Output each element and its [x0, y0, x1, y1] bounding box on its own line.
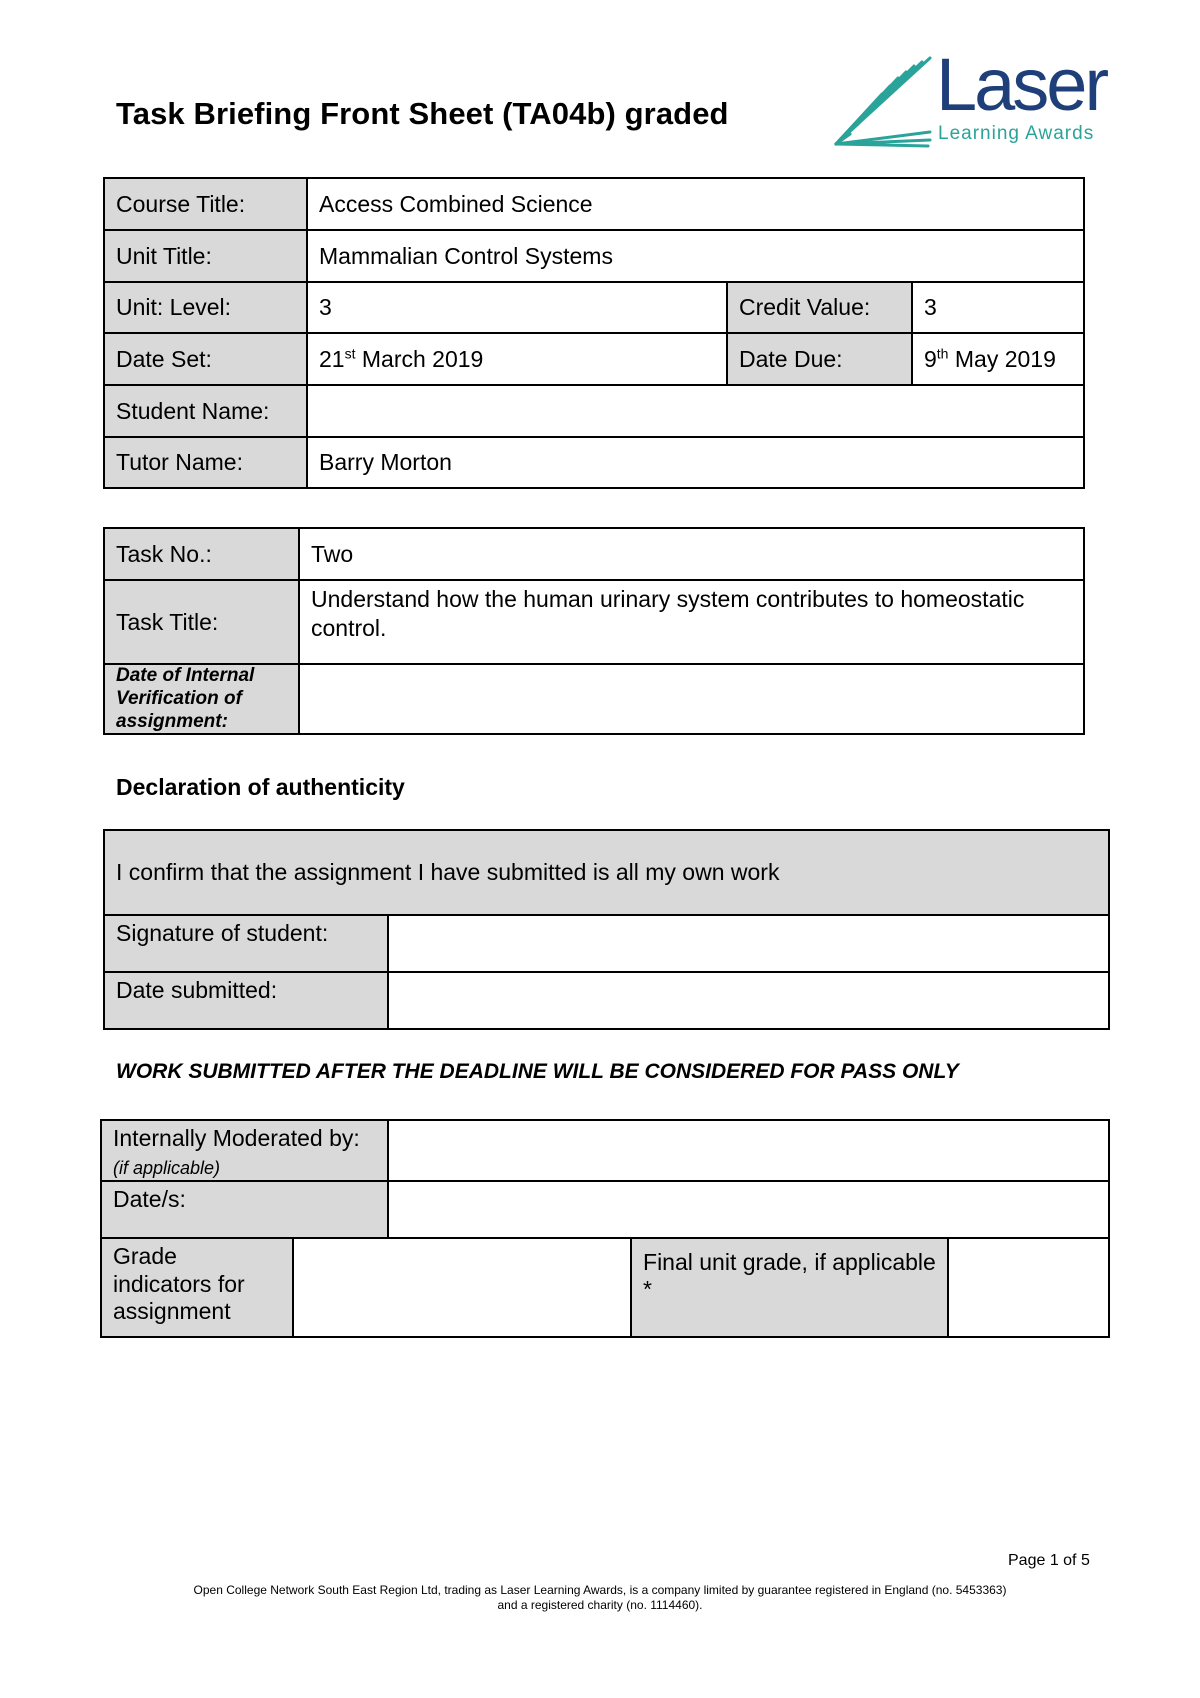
- grade-indicators-field[interactable]: [293, 1238, 631, 1337]
- footer-line-2: and a registered charity (no. 1114460).: [497, 1598, 703, 1612]
- dates-row: [104, 333, 1084, 385]
- task-no-value[interactable]: Two: [299, 528, 1084, 580]
- declaration-statement: I confirm that the assignment I have submitted is all my own work: [104, 830, 1109, 915]
- page-number: Page 1 of 5: [1008, 1552, 1090, 1569]
- moderated-by-field[interactable]: [388, 1120, 1109, 1181]
- moderation-dates-label: Date/s:: [101, 1181, 388, 1238]
- signature-field[interactable]: [388, 915, 1109, 972]
- date-set-rest: March 2019: [355, 345, 484, 372]
- task-title-row: [104, 580, 1084, 664]
- logo-wordmark: Laser: [936, 43, 1107, 126]
- date-due-rest: May 2019: [948, 345, 1056, 372]
- moderated-by-text: Internally Moderated by:: [113, 1125, 360, 1151]
- credit-value-value[interactable]: 3: [912, 282, 1084, 333]
- tutor-name-row: [104, 437, 1084, 488]
- student-name-row: [104, 385, 1084, 437]
- course-title-value[interactable]: Access Combined Science: [307, 178, 1084, 230]
- moderation-dates-row: [101, 1181, 1109, 1238]
- moderation-dates-field[interactable]: [388, 1181, 1109, 1238]
- tutor-name-label: Tutor Name:: [104, 437, 307, 488]
- page-title: Task Briefing Front Sheet (TA04b) graded: [116, 96, 729, 131]
- grade-indicators-label: Grade indicators for assignment: [101, 1238, 293, 1337]
- moderated-by-row: [101, 1120, 1109, 1181]
- credit-value-label: Credit Value:: [727, 282, 912, 333]
- date-set-day: 21: [319, 345, 345, 372]
- date-submitted-label: Date submitted:: [104, 972, 388, 1029]
- task-details-table: [103, 527, 1085, 735]
- deadline-warning: WORK SUBMITTED AFTER THE DEADLINE WILL BE CONSIDERED FOR PASS ONLY: [116, 1060, 959, 1083]
- signature-label: Signature of student:: [104, 915, 388, 972]
- signature-row: [104, 915, 1109, 972]
- logo-subtitle: Learning Awards: [938, 123, 1095, 144]
- unit-level-value[interactable]: 3: [307, 282, 727, 333]
- sunburst-icon: [834, 56, 934, 148]
- date-set-suffix: st: [344, 344, 356, 361]
- final-grade-label: Final unit grade, if applicable *: [631, 1238, 948, 1337]
- iv-date-row: [104, 664, 1084, 734]
- date-due-suffix: th: [936, 344, 949, 361]
- moderation-table: [100, 1119, 1110, 1338]
- declaration-statement-row: [104, 830, 1109, 915]
- task-title-value[interactable]: Understand how the human urinary system contributes to homeostatic control.: [299, 580, 1084, 664]
- course-details-table: [103, 177, 1085, 489]
- task-no-row: [104, 528, 1084, 580]
- student-name-field[interactable]: [307, 385, 1084, 437]
- student-name-label: Student Name:: [104, 385, 307, 437]
- footer: [150, 1583, 1050, 1613]
- declaration-table: [103, 829, 1110, 1030]
- iv-date-field[interactable]: [299, 664, 1084, 734]
- date-set-value[interactable]: [307, 333, 727, 385]
- declaration-heading: Declaration of authenticity: [116, 774, 405, 800]
- date-due-label: Date Due:: [727, 333, 912, 385]
- iv-date-label: Date of Internal Verification of assignment:: [104, 664, 299, 734]
- date-set-label: Date Set:: [104, 333, 307, 385]
- unit-title-value[interactable]: Mammalian Control Systems: [307, 230, 1084, 282]
- unit-title-row: [104, 230, 1084, 282]
- course-title-label: Course Title:: [104, 178, 307, 230]
- unit-title-label: Unit Title:: [104, 230, 307, 282]
- task-no-label: Task No.:: [104, 528, 299, 580]
- date-submitted-field[interactable]: [388, 972, 1109, 1029]
- footer-line-1: Open College Network South East Region Ltd, trading as Laser Learning Awards, is a company limited by guarantee registered in England (no. 5453363): [193, 1583, 1007, 1597]
- if-applicable-note: (if applicable): [113, 1157, 221, 1178]
- date-due-value[interactable]: [912, 333, 1084, 385]
- unit-level-label: Unit: Level:: [104, 282, 307, 333]
- final-grade-field[interactable]: [948, 1238, 1109, 1337]
- unit-level-row: [104, 282, 1084, 333]
- task-title-label: Task Title:: [104, 580, 299, 664]
- tutor-name-value[interactable]: Barry Morton: [307, 437, 1084, 488]
- laser-logo: [834, 43, 1107, 152]
- course-title-row: [104, 178, 1084, 230]
- date-submitted-row: [104, 972, 1109, 1029]
- date-due-day: 9: [924, 345, 937, 372]
- moderated-by-label: [101, 1120, 388, 1181]
- grade-row: [101, 1238, 1109, 1337]
